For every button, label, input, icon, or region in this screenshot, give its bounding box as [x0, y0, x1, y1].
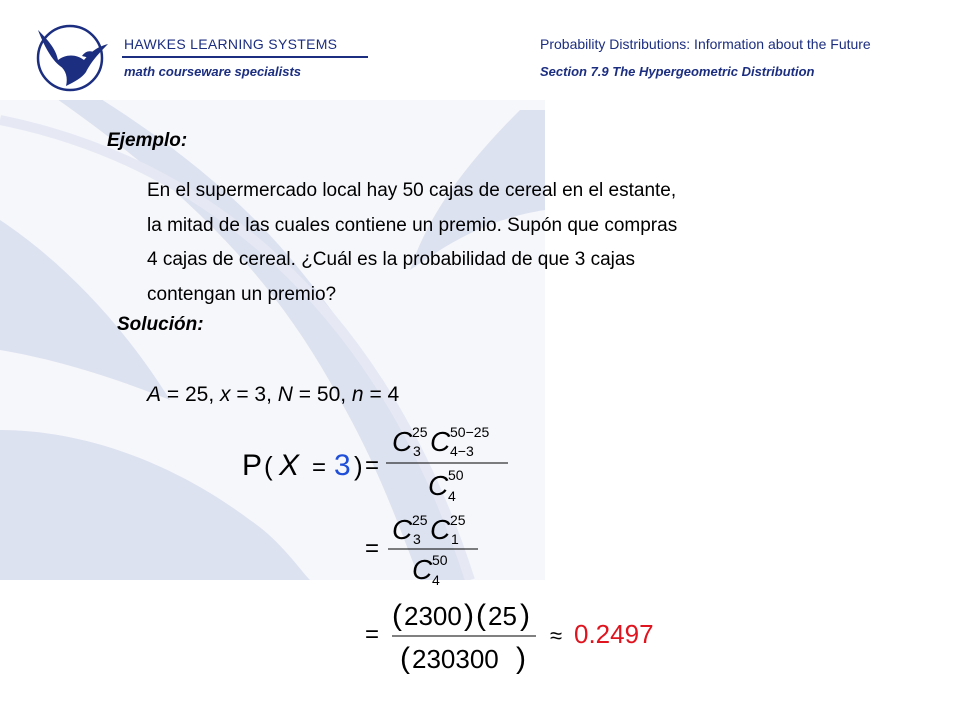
- course-title: Probability Distributions: Information about the Future: [540, 36, 871, 52]
- comb-subscript: 4: [432, 572, 440, 588]
- param-A-value: 25: [184, 383, 209, 406]
- comb-superscript: 50: [448, 467, 464, 483]
- problem-line: la mitad de las cuales contiene un premio. Supón que compras: [147, 214, 678, 236]
- param-A-symbol: A: [147, 383, 162, 406]
- close-paren: ): [520, 599, 530, 632]
- problem-line: En el supermercado local hay 50 cajas de cereal en el estante,: [147, 180, 677, 201]
- open-paren: (: [392, 599, 402, 632]
- company-name: HAWKES LEARNING SYSTEMS: [124, 36, 338, 52]
- param-N-value: 50: [316, 383, 341, 406]
- comb-subscript: 4: [448, 488, 456, 504]
- comb-superscript: 50−25: [450, 424, 490, 440]
- problem-line: contengan un premio?: [147, 283, 337, 305]
- lhs-variable: X: [279, 449, 300, 482]
- comb-symbol: C: [430, 426, 451, 457]
- equals-sign: =: [365, 621, 380, 648]
- open-paren: (: [400, 642, 410, 675]
- hawkes-eagle-logo: [30, 20, 110, 95]
- open-paren: (: [476, 599, 486, 632]
- param-x-value: 3: [254, 383, 267, 406]
- numerator-b: 25: [488, 601, 517, 631]
- close-paren: ): [516, 642, 526, 675]
- company-tagline: math courseware specialists: [124, 64, 302, 79]
- close-paren: ): [464, 599, 474, 632]
- problem-text: [147, 174, 827, 312]
- numerator-a: 2300: [404, 601, 462, 631]
- open-paren: (: [264, 451, 273, 481]
- comb-superscript: 25: [412, 424, 428, 440]
- comb-superscript: 25: [412, 512, 428, 528]
- comb-subscript: 1: [451, 531, 459, 547]
- comb-subscript: 3: [413, 531, 421, 547]
- equals-sign: =: [365, 452, 380, 479]
- param-n-symbol: n: [351, 383, 364, 406]
- denominator: 230300: [412, 644, 499, 674]
- equation-step-1: [230, 420, 530, 510]
- param-x-symbol: x: [219, 383, 231, 406]
- problem-line: 4 cajas de cereal. ¿Cuál es la probabilidad de que 3 cajas: [147, 249, 635, 270]
- comb-superscript: 25: [450, 512, 466, 528]
- comb-subscript: 4−3: [450, 443, 474, 459]
- comb-symbol: C: [412, 554, 433, 585]
- comb-symbol: C: [392, 514, 413, 545]
- approx-sign: ≈: [550, 623, 563, 648]
- section-title: Section 7.9 The Hypergeometric Distribution: [540, 64, 815, 79]
- equals-sign: =: [312, 454, 327, 481]
- equation-step-2: [360, 508, 560, 588]
- lhs-function: P: [242, 449, 263, 482]
- comb-superscript: 50: [432, 552, 448, 568]
- equation-step-3: [360, 590, 680, 680]
- solution-label: Solución:: [117, 314, 204, 335]
- param-n-value: 4: [387, 383, 400, 406]
- company-underline: [122, 56, 368, 58]
- example-label: Ejemplo:: [107, 130, 188, 151]
- comb-subscript: 3: [413, 443, 421, 459]
- given-parameters: A = 25, x = 3, N = 50, n = 4: [147, 383, 400, 406]
- comb-symbol: C: [430, 514, 451, 545]
- result-value: 0.2497: [574, 619, 654, 649]
- close-paren: ): [354, 451, 363, 481]
- equals-sign: =: [365, 535, 380, 562]
- lhs-value: 3: [334, 449, 351, 482]
- comb-symbol: C: [392, 426, 413, 457]
- param-N-symbol: N: [277, 383, 293, 406]
- comb-symbol: C: [428, 470, 449, 501]
